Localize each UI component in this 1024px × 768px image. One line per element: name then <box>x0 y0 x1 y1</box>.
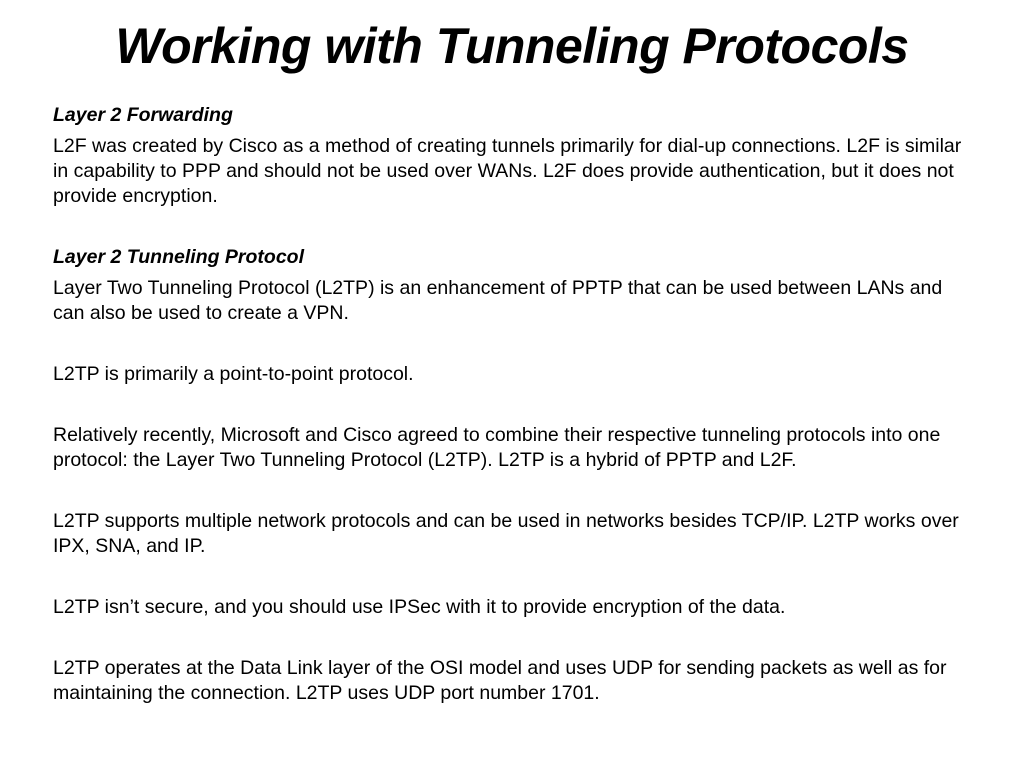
slide-title: Working with Tunneling Protocols <box>115 18 909 74</box>
section-heading-layer-2-forwarding: Layer 2 Forwarding <box>53 104 233 126</box>
paragraph-l2tp-udp: L2TP operates at the Data Link layer of the OSI model and uses UDP for sending packets as well as for maintaining the connection. L2TP uses UDP port number 1701. <box>53 657 947 704</box>
slide-body <box>53 103 978 706</box>
paragraph-l2f-description: L2F was created by Cisco as a method of creating tunnels primarily for dial-up connections. L2F is similar in capability to PPP and should not be used over WANs. L2F does provide authentication, but it does not provide encryption. <box>53 135 962 207</box>
paragraph-l2tp-enhancement: Layer Two Tunneling Protocol (L2TP) is an enhancement of PPTP that can be used between LANs and can also be used to create a VPN. <box>53 277 943 324</box>
spacer <box>53 209 978 245</box>
section-heading-layer-2-tunneling-protocol: Layer 2 Tunneling Protocol <box>53 246 305 268</box>
paragraph-l2tp-hybrid: Relatively recently, Microsoft and Cisco agreed to combine their respective tunneling protocols into one protocol: the Layer Two Tunneling Protocol (L2TP). L2TP is a hybrid of PPTP and L2F. <box>53 424 941 471</box>
spacer <box>53 559 978 595</box>
spacer <box>53 620 978 656</box>
paragraph-l2tp-protocols: L2TP supports multiple network protocols and can be used in networks besides TCP/IP. L2TP works over IPX, SNA, and IP. <box>53 510 959 557</box>
spacer <box>53 473 978 509</box>
paragraph-l2tp-security: L2TP isn’t secure, and you should use IPSec with it to provide encryption of the data. <box>53 596 786 618</box>
spacer <box>53 326 978 362</box>
paragraph-l2tp-point-to-point: L2TP is primarily a point-to-point protocol. <box>53 363 414 385</box>
spacer <box>53 387 978 423</box>
